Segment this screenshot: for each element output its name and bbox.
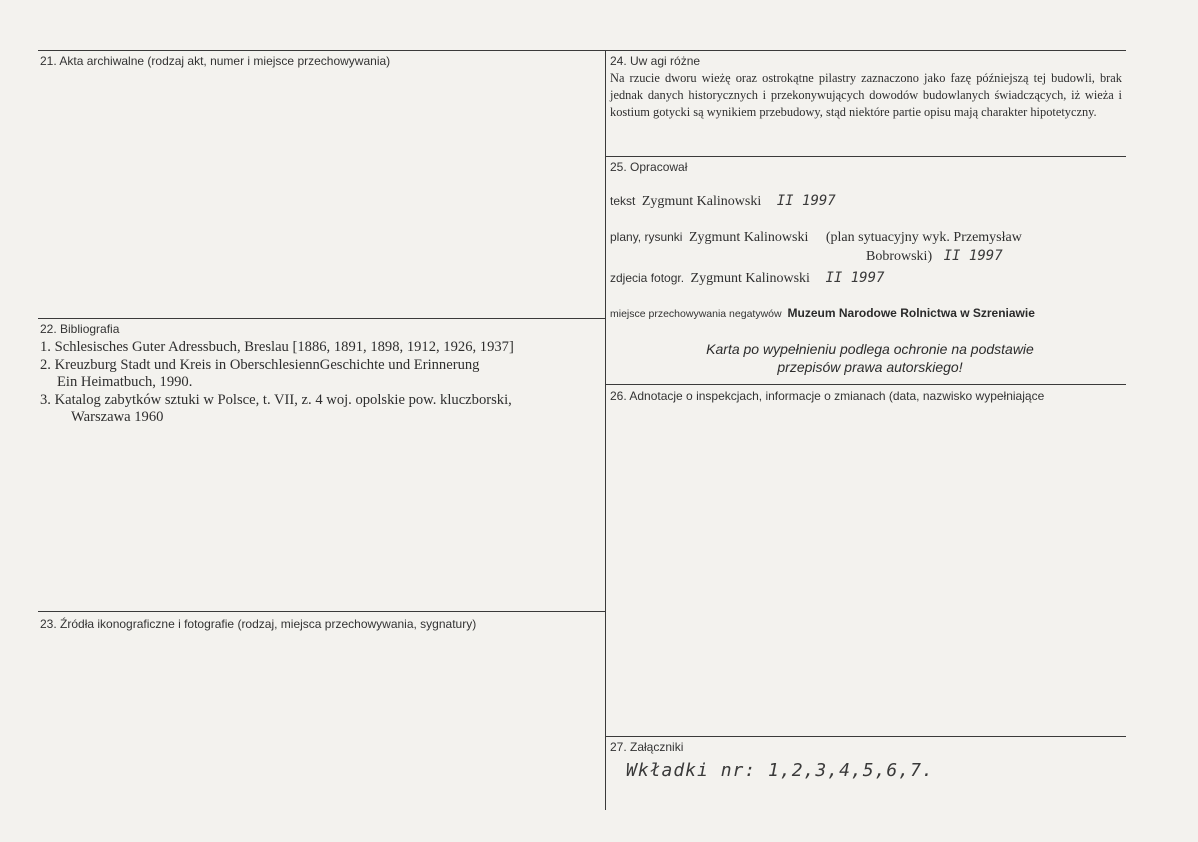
bibliography-item-2-cont: Ein Heimatbuch, 1990. — [57, 374, 193, 391]
top-rule — [38, 50, 1126, 51]
bibliography-item-3-cont: Warszawa 1960 — [71, 409, 164, 426]
section-23-label: 23. Źródła ikonograficzne i fotografie (rodzaj, miejsca przechowywania, sygnatury) — [40, 617, 477, 631]
credit-text-row — [610, 193, 836, 210]
center-divider — [605, 50, 606, 810]
copyright-line-2: przepisów prawa autorskiego! — [777, 359, 963, 375]
section-22-label: 22. Bibliografia — [40, 322, 120, 336]
credit-plans-row-2 — [866, 248, 1003, 265]
credit-text-prefix: tekst — [610, 194, 636, 208]
credit-plans-prefix: plany, rysunki — [610, 230, 683, 244]
bibliography-item-2: 2. Kreuzburg Stadt und Kreis in OberschlesiennGeschichte und Erinnerung — [40, 356, 480, 373]
copyright-line-1: Karta po wypełnieniu podlega ochronie na podstawie — [706, 341, 1034, 357]
credit-plans-name: Zygmunt Kalinowski — [688, 230, 809, 245]
credit-text-name: Zygmunt Kalinowski — [641, 194, 762, 209]
section-26-label: 26. Adnotacje o inspekcjach, informacje o zmianach (data, nazwisko wypełniające — [610, 389, 1045, 403]
attachments-handwritten: Wkładki nr: 1,2,3,4,5,6,7. — [626, 760, 934, 781]
copyright-note — [660, 340, 1080, 376]
credit-plans-note: (plan sytuacyjny wyk. Przemysław — [825, 230, 1022, 245]
credit-plans-row — [610, 230, 1022, 246]
negatives-location-value: Muzeum Narodowe Rolnictwa w Szreniawie — [787, 306, 1035, 320]
rule-26-27 — [605, 736, 1126, 737]
credit-photos-name: Zygmunt Kalinowski — [690, 271, 810, 286]
credit-plans-note-2: Bobrowski) — [866, 249, 933, 264]
bibliography-item-3: 3. Katalog zabytków sztuki w Polsce, t. VII, z. 4 woj. opolskie pow. kluczborski, — [40, 391, 512, 408]
bibliography-item-1: 1. Schlesisches Guter Adressbuch, Breslau [1886, 1891, 1898, 1912, 1926, 1937] — [40, 339, 514, 355]
negatives-location-row — [610, 306, 1035, 320]
section-21-label: 21. Akta archiwalne (rodzaj akt, numer i miejsce przechowywania) — [40, 54, 391, 68]
credit-plans-date: II 1997 — [943, 248, 1003, 264]
credit-photos-row — [610, 270, 884, 287]
rule-25-26 — [605, 384, 1126, 385]
remarks-text: Na rzucie dworu wieżę oraz ostrokątne pilastry zaznaczono jako fazę późniejszą tej budowli, brak jednak danych historycznych i przekonywujących dowodów budowlanych świadczących, iż wieża i kostium gotycki są wynikiem przebudowy, stąd niektóre partie opisu mają charakter hipotetyczny. — [610, 71, 1122, 119]
rule-24-25 — [605, 156, 1126, 157]
negatives-location-prefix: miejsce przechowywania negatywów — [610, 308, 782, 320]
credit-text-date: II 1997 — [776, 193, 836, 209]
credit-photos-prefix: zdjecia fotogr. — [610, 271, 685, 285]
bibliography-list — [40, 339, 514, 427]
rule-22-23 — [38, 611, 605, 612]
section-24-label: 24. Uw agi różne — [610, 54, 701, 68]
rule-21-22 — [38, 318, 605, 319]
section-25-label: 25. Opracował — [610, 160, 688, 174]
section-27-label: 27. Załączniki — [610, 740, 684, 754]
credit-photos-date: II 1997 — [825, 270, 885, 286]
